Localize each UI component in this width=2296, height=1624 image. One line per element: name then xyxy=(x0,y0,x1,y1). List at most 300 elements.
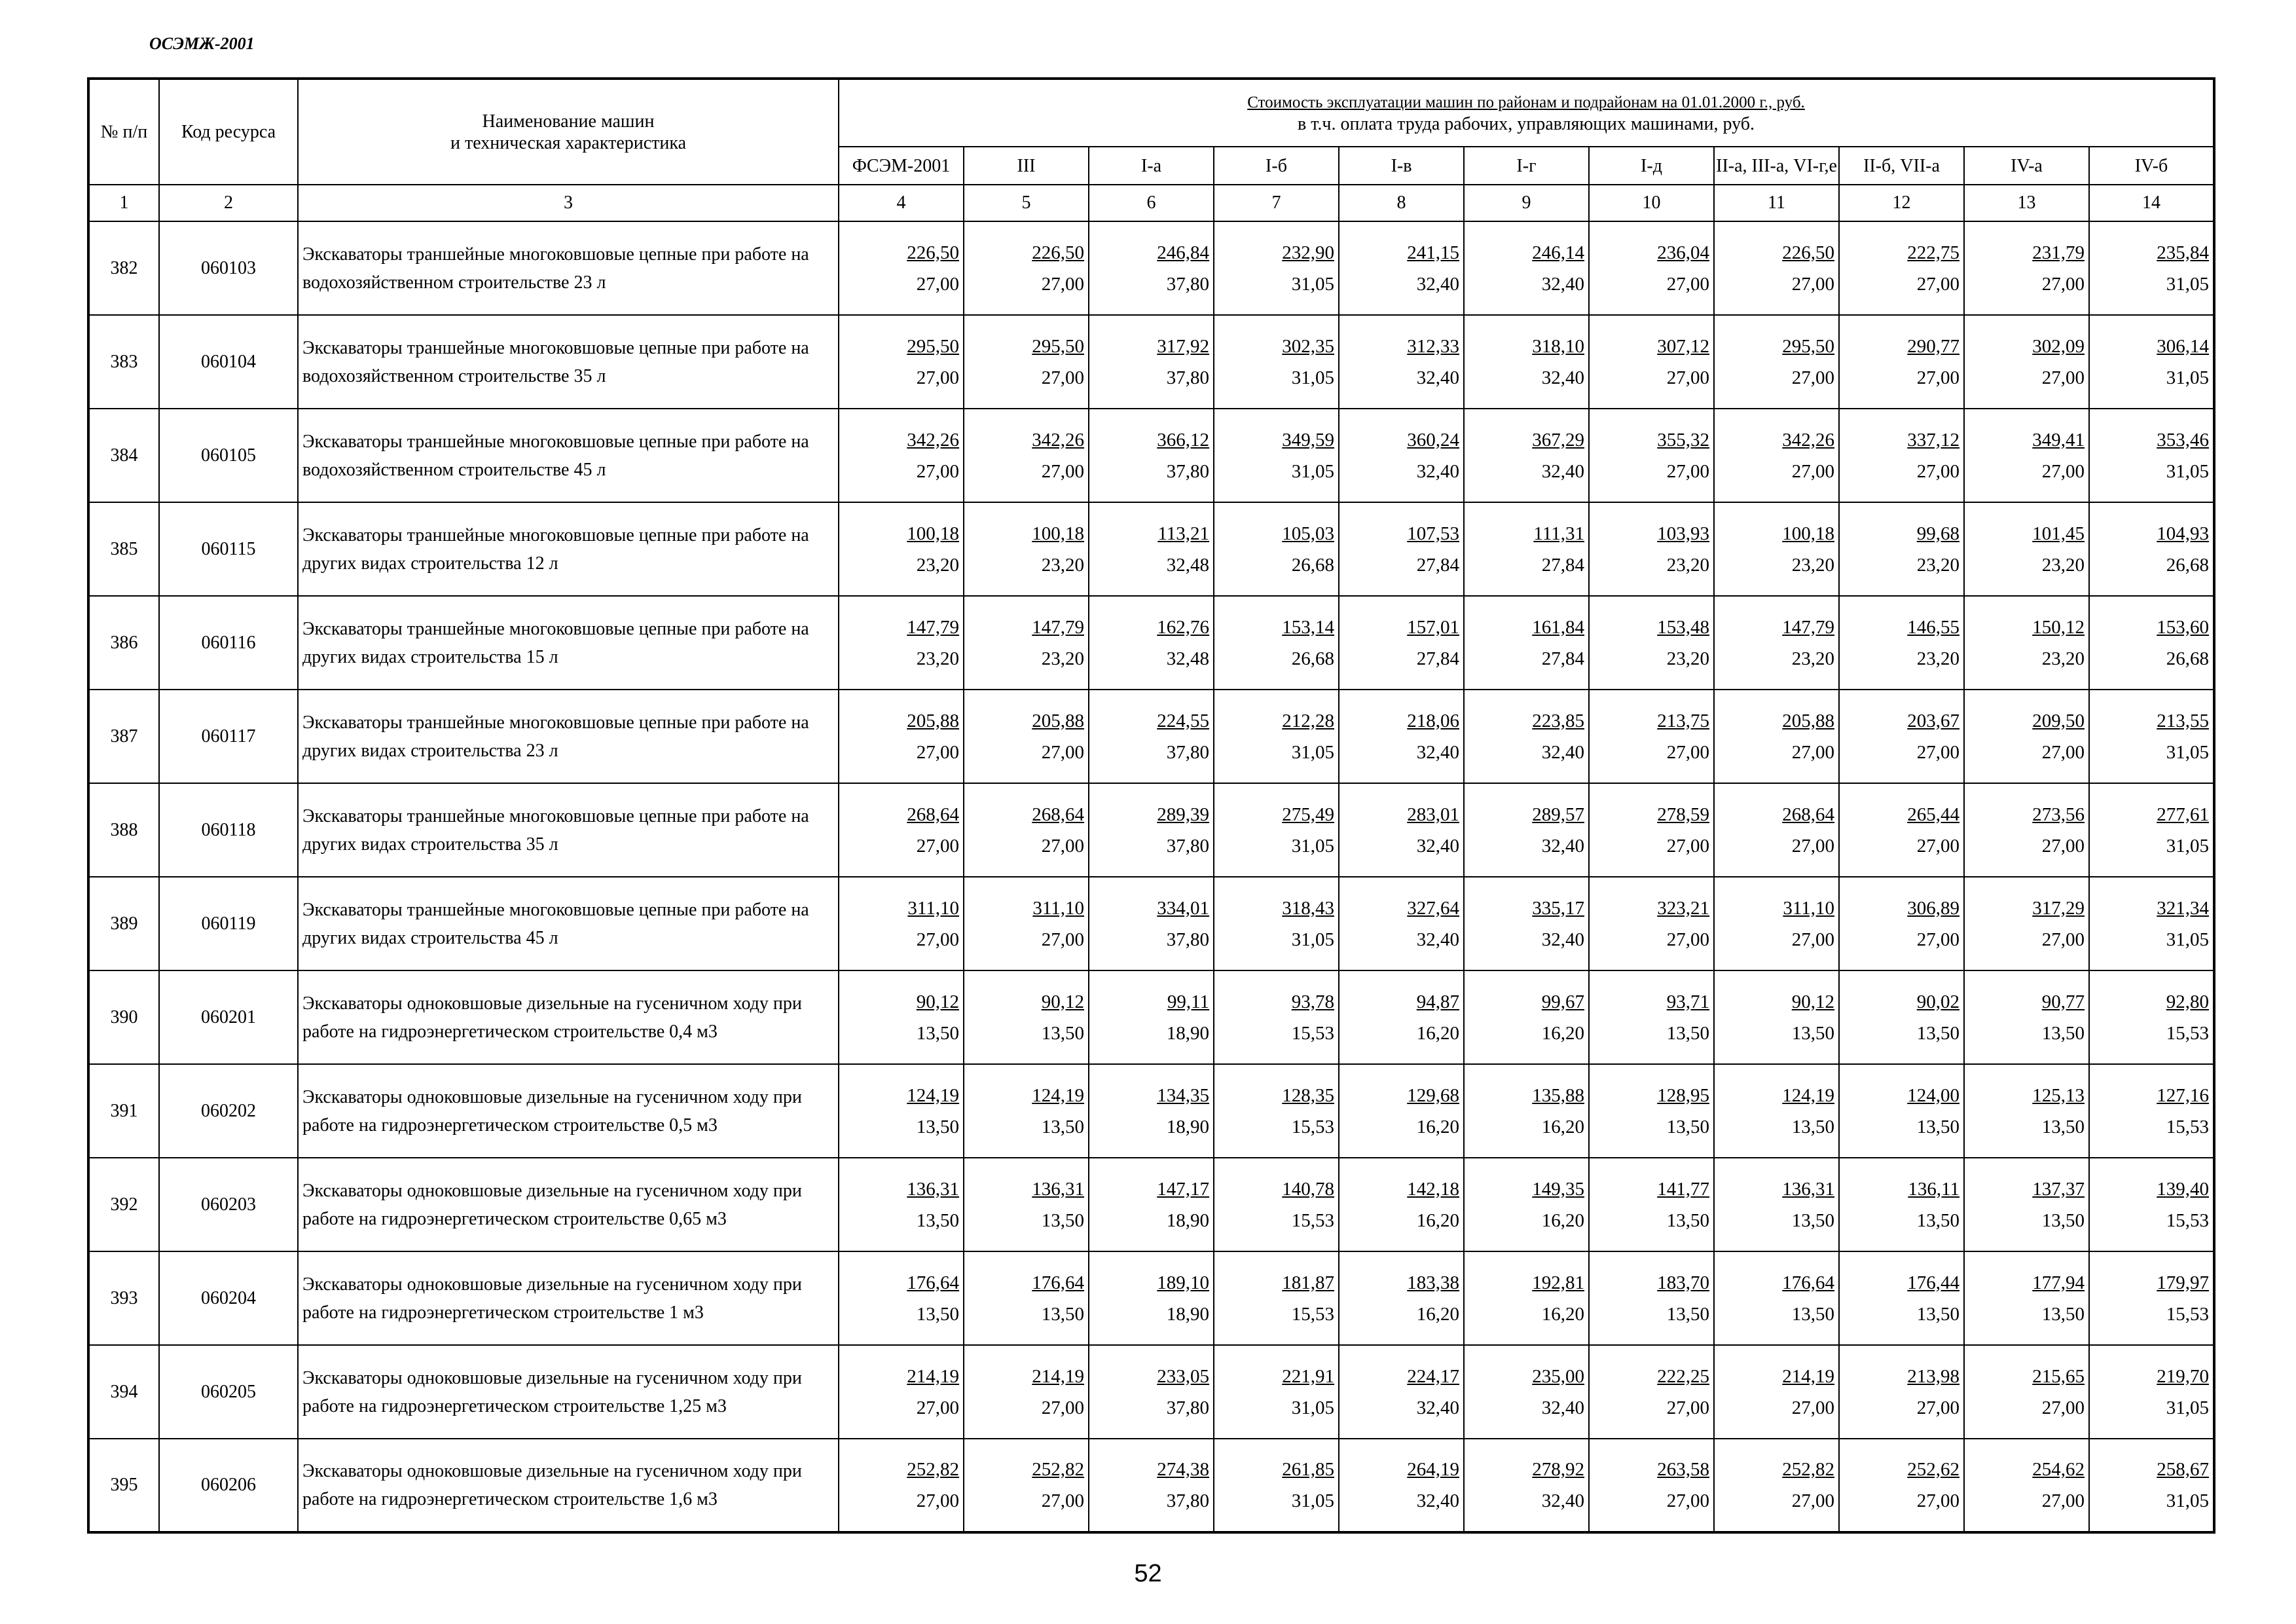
cost-cell xyxy=(1964,409,2089,502)
operator-wage: 13,50 xyxy=(2041,1303,2085,1325)
operating-cost: 295,50 xyxy=(1782,335,1834,357)
operating-cost: 224,17 xyxy=(1407,1365,1459,1387)
operator-wage: 13,50 xyxy=(1666,1022,1709,1044)
operator-wage: 31,05 xyxy=(2166,367,2209,388)
operator-wage: 27,00 xyxy=(1041,929,1084,950)
operating-cost: 90,12 xyxy=(916,991,959,1012)
operator-wage: 27,00 xyxy=(1041,460,1084,482)
cost-cell xyxy=(1839,221,1964,315)
operating-cost: 246,14 xyxy=(1532,242,1584,263)
row-number: 384 xyxy=(88,409,159,502)
operator-wage: 23,20 xyxy=(1666,648,1709,669)
operator-wage: 13,50 xyxy=(1916,1116,1959,1137)
cost-cell xyxy=(1589,783,1714,877)
operating-cost: 128,95 xyxy=(1657,1084,1709,1106)
operating-cost: 231,79 xyxy=(2032,242,2085,263)
operating-cost: 353,46 xyxy=(2157,429,2209,451)
operator-wage: 31,05 xyxy=(1291,1490,1334,1511)
cost-cell xyxy=(1964,970,2089,1064)
cost-cell xyxy=(1964,877,2089,970)
operating-cost: 235,00 xyxy=(1532,1365,1584,1387)
resource-code: 060201 xyxy=(159,970,298,1064)
cost-cell xyxy=(1714,221,1839,315)
table-row xyxy=(88,221,2214,315)
cost-cell xyxy=(839,502,964,596)
operator-wage: 18,90 xyxy=(1166,1116,1209,1137)
resource-code: 060205 xyxy=(159,1345,298,1439)
cost-cell xyxy=(1589,596,1714,690)
cost-cell xyxy=(1464,970,1589,1064)
operator-wage: 31,05 xyxy=(1291,367,1334,388)
operating-cost: 222,25 xyxy=(1657,1365,1709,1387)
operator-wage: 18,90 xyxy=(1166,1303,1209,1325)
machine-cost-table xyxy=(87,77,2215,1534)
operating-cost: 224,55 xyxy=(1157,710,1209,731)
operating-cost: 141,77 xyxy=(1657,1178,1709,1200)
operating-cost: 342,26 xyxy=(1782,429,1834,451)
cost-cell xyxy=(1589,1439,1714,1532)
operator-wage: 37,80 xyxy=(1166,835,1209,857)
operator-wage: 15,53 xyxy=(2166,1116,2209,1137)
operating-cost: 137,37 xyxy=(2032,1178,2085,1200)
operator-wage: 27,00 xyxy=(916,835,959,857)
operator-wage: 27,00 xyxy=(916,1397,959,1418)
operating-cost: 140,78 xyxy=(1282,1178,1334,1200)
operator-wage: 27,00 xyxy=(1791,929,1834,950)
operator-wage: 26,68 xyxy=(1291,648,1334,669)
cost-cell xyxy=(1089,315,1214,409)
table-row xyxy=(88,970,2214,1064)
cost-cell xyxy=(1714,1251,1839,1345)
operator-wage: 13,50 xyxy=(1041,1116,1084,1137)
cost-cell xyxy=(964,409,1089,502)
row-number: 393 xyxy=(88,1251,159,1345)
operator-wage: 31,05 xyxy=(2166,929,2209,950)
column-number: 8 xyxy=(1339,185,1464,221)
row-number: 395 xyxy=(88,1439,159,1532)
operating-cost: 302,35 xyxy=(1282,335,1334,357)
cost-cell xyxy=(1214,1251,1339,1345)
operator-wage: 13,50 xyxy=(1041,1022,1084,1044)
header-row-top xyxy=(88,79,2214,147)
operating-cost: 176,64 xyxy=(907,1272,959,1293)
machine-name: Экскаваторы одноковшовые дизельные на гусеничном ходу при работе на гидроэнергетическом строительстве 1,25 м3 xyxy=(298,1345,839,1439)
operating-cost: 100,18 xyxy=(907,523,959,544)
cost-cell xyxy=(1714,970,1839,1064)
operator-wage: 37,80 xyxy=(1166,367,1209,388)
cost-cell xyxy=(1339,877,1464,970)
operating-cost: 289,57 xyxy=(1532,803,1584,825)
operator-wage: 26,68 xyxy=(1291,554,1334,576)
operator-wage: 37,80 xyxy=(1166,273,1209,295)
operator-wage: 27,00 xyxy=(1791,273,1834,295)
cost-cell xyxy=(964,1158,1089,1251)
operator-wage: 31,05 xyxy=(2166,1397,2209,1418)
operator-wage: 27,00 xyxy=(2041,1397,2085,1418)
operating-cost: 274,38 xyxy=(1157,1459,1209,1480)
cost-cell xyxy=(1214,409,1339,502)
operator-wage: 32,40 xyxy=(1541,1490,1584,1511)
operator-wage: 31,05 xyxy=(1291,741,1334,763)
machine-name: Экскаваторы одноковшовые дизельные на гусеничном ходу при работе на гидроэнергетическом строительстве 1 м3 xyxy=(298,1251,839,1345)
machine-name: Экскаваторы траншейные многоковшовые цепные при работе на других видах строительства 45 л xyxy=(298,877,839,970)
operator-wage: 27,00 xyxy=(1916,835,1959,857)
cost-cell xyxy=(1589,409,1714,502)
operating-cost: 233,05 xyxy=(1157,1365,1209,1387)
operator-wage: 27,00 xyxy=(1916,1397,1959,1418)
operating-cost: 153,14 xyxy=(1282,616,1334,638)
operator-wage: 31,05 xyxy=(1291,273,1334,295)
operator-wage: 16,20 xyxy=(1541,1116,1584,1137)
operating-cost: 317,29 xyxy=(2032,897,2085,919)
operating-cost: 107,53 xyxy=(1407,523,1459,544)
cost-cell xyxy=(1214,690,1339,783)
operating-cost: 252,82 xyxy=(1032,1459,1084,1480)
machine-name: Экскаваторы одноковшовые дизельные на гусеничном ходу при работе на гидроэнергетическом строительстве 1,6 м3 xyxy=(298,1439,839,1532)
cost-cell xyxy=(1464,409,1589,502)
operating-cost: 232,90 xyxy=(1282,242,1334,263)
header-cost-group xyxy=(839,79,2214,147)
row-number: 383 xyxy=(88,315,159,409)
cost-cell xyxy=(2089,1345,2214,1439)
cost-cell xyxy=(2089,315,2214,409)
operating-cost: 147,79 xyxy=(1032,616,1084,638)
machine-name: Экскаваторы траншейные многоковшовые цепные при работе на водохозяйственном строительстве 35 л xyxy=(298,315,839,409)
cost-cell xyxy=(1214,783,1339,877)
machine-name: Экскаваторы траншейные многоковшовые цепные при работе на других видах строительства 23 л xyxy=(298,690,839,783)
operator-wage: 27,00 xyxy=(1666,835,1709,857)
operating-cost: 129,68 xyxy=(1407,1084,1459,1106)
cost-cell xyxy=(1589,877,1714,970)
cost-cell xyxy=(1339,502,1464,596)
operator-wage: 27,00 xyxy=(1666,460,1709,482)
cost-cell xyxy=(1464,315,1589,409)
operating-cost: 136,11 xyxy=(1908,1178,1959,1200)
cost-cell xyxy=(839,596,964,690)
operating-cost: 290,77 xyxy=(1907,335,1959,357)
operator-wage: 15,53 xyxy=(1291,1116,1334,1137)
operating-cost: 277,61 xyxy=(2157,803,2209,825)
operator-wage: 27,00 xyxy=(1791,1490,1834,1511)
operator-wage: 23,20 xyxy=(1791,554,1834,576)
operator-wage: 31,05 xyxy=(2166,741,2209,763)
resource-code: 060117 xyxy=(159,690,298,783)
column-number: 12 xyxy=(1839,185,1964,221)
cost-cell xyxy=(1214,221,1339,315)
operating-cost: 153,60 xyxy=(2157,616,2209,638)
cost-cell xyxy=(1839,1439,1964,1532)
cost-cell xyxy=(1839,596,1964,690)
operator-wage: 27,00 xyxy=(1791,1397,1834,1418)
operator-wage: 23,20 xyxy=(1666,554,1709,576)
operating-cost: 205,88 xyxy=(1032,710,1084,731)
operating-cost: 213,55 xyxy=(2157,710,2209,731)
cost-cell xyxy=(1839,783,1964,877)
operator-wage: 27,00 xyxy=(916,460,959,482)
cost-cell xyxy=(964,315,1089,409)
operating-cost: 162,76 xyxy=(1157,616,1209,638)
operating-cost: 100,18 xyxy=(1782,523,1834,544)
operator-wage: 27,00 xyxy=(1916,929,1959,950)
cost-cell xyxy=(1214,315,1339,409)
operator-wage: 27,00 xyxy=(1916,741,1959,763)
operating-cost: 153,48 xyxy=(1657,616,1709,638)
cost-cell xyxy=(1964,783,2089,877)
operator-wage: 13,50 xyxy=(916,1303,959,1325)
column-number: 3 xyxy=(298,185,839,221)
resource-code: 060103 xyxy=(159,221,298,315)
operator-wage: 31,05 xyxy=(2166,273,2209,295)
cost-cell xyxy=(1839,1158,1964,1251)
operating-cost: 161,84 xyxy=(1532,616,1584,638)
operator-wage: 16,20 xyxy=(1541,1022,1584,1044)
column-number: 1 xyxy=(88,185,159,221)
operating-cost: 209,50 xyxy=(2032,710,2085,731)
operator-wage: 15,53 xyxy=(1291,1209,1334,1231)
cost-cell xyxy=(1339,1439,1464,1532)
operator-wage: 27,00 xyxy=(2041,460,2085,482)
operating-cost: 261,85 xyxy=(1282,1459,1334,1480)
cost-cell xyxy=(1589,502,1714,596)
resource-code: 060105 xyxy=(159,409,298,502)
table-row xyxy=(88,409,2214,502)
cost-cell xyxy=(1964,690,2089,783)
operator-wage: 16,20 xyxy=(1416,1022,1459,1044)
cost-cell xyxy=(1214,1064,1339,1158)
operating-cost: 241,15 xyxy=(1407,242,1459,263)
cost-cell xyxy=(1589,970,1714,1064)
operator-wage: 32,48 xyxy=(1166,648,1209,669)
cost-cell xyxy=(1464,1345,1589,1439)
operator-wage: 13,50 xyxy=(916,1022,959,1044)
cost-cell xyxy=(1089,409,1214,502)
cost-cell xyxy=(839,1345,964,1439)
cost-cell xyxy=(1214,1345,1339,1439)
header-name-line2: и техническая характеристика xyxy=(450,132,686,153)
operating-cost: 176,64 xyxy=(1782,1272,1834,1293)
operating-cost: 124,19 xyxy=(1782,1084,1834,1106)
operating-cost: 268,64 xyxy=(1782,803,1834,825)
operating-cost: 212,28 xyxy=(1282,710,1334,731)
operating-cost: 177,94 xyxy=(2032,1272,2085,1293)
cost-cell xyxy=(1714,1439,1839,1532)
operator-wage: 13,50 xyxy=(1791,1209,1834,1231)
cost-cell xyxy=(1839,1345,1964,1439)
row-number: 382 xyxy=(88,221,159,315)
cost-cell xyxy=(964,502,1089,596)
operator-wage: 37,80 xyxy=(1166,1397,1209,1418)
operating-cost: 100,18 xyxy=(1032,523,1084,544)
row-number: 392 xyxy=(88,1158,159,1251)
resource-code: 060115 xyxy=(159,502,298,596)
row-number: 386 xyxy=(88,596,159,690)
operator-wage: 27,00 xyxy=(1666,273,1709,295)
operator-wage: 23,20 xyxy=(916,648,959,669)
operator-wage: 32,40 xyxy=(1541,367,1584,388)
cost-cell xyxy=(1464,502,1589,596)
operator-wage: 13,50 xyxy=(2041,1022,2085,1044)
operator-wage: 18,90 xyxy=(1166,1022,1209,1044)
header-cost-subtitle: в т.ч. оплата труда рабочих, управляющих машинами, руб. xyxy=(1298,113,1755,134)
operator-wage: 16,20 xyxy=(1541,1209,1584,1231)
cost-cell xyxy=(2089,1064,2214,1158)
operator-wage: 23,20 xyxy=(1041,648,1084,669)
cost-cell xyxy=(1964,221,2089,315)
cost-cell xyxy=(1589,1064,1714,1158)
operator-wage: 27,00 xyxy=(1791,741,1834,763)
cost-cell xyxy=(839,783,964,877)
operating-cost: 213,75 xyxy=(1657,710,1709,731)
operating-cost: 136,31 xyxy=(1032,1178,1084,1200)
row-number: 391 xyxy=(88,1064,159,1158)
cost-cell xyxy=(1964,1158,2089,1251)
operator-wage: 23,20 xyxy=(916,554,959,576)
cost-cell xyxy=(2089,877,2214,970)
operator-wage: 27,00 xyxy=(916,273,959,295)
operator-wage: 37,80 xyxy=(1166,460,1209,482)
operating-cost: 268,64 xyxy=(907,803,959,825)
operating-cost: 128,35 xyxy=(1282,1084,1334,1106)
operating-cost: 101,45 xyxy=(2032,523,2085,544)
column-number: 14 xyxy=(2089,185,2214,221)
cost-cell xyxy=(1714,502,1839,596)
operator-wage: 27,00 xyxy=(1666,1397,1709,1418)
cost-cell xyxy=(1714,690,1839,783)
cost-cell xyxy=(1089,1064,1214,1158)
operating-cost: 327,64 xyxy=(1407,897,1459,919)
operating-cost: 367,29 xyxy=(1532,429,1584,451)
cost-cell xyxy=(839,409,964,502)
operating-cost: 302,09 xyxy=(2032,335,2085,357)
cost-cell xyxy=(1089,221,1214,315)
operator-wage: 16,20 xyxy=(1541,1303,1584,1325)
operator-wage: 23,20 xyxy=(1791,648,1834,669)
operating-cost: 214,19 xyxy=(1782,1365,1834,1387)
cost-cell xyxy=(964,221,1089,315)
machine-name: Экскаваторы траншейные многоковшовые цепные при работе на водохозяйственном строительстве 45 л xyxy=(298,409,839,502)
table-row xyxy=(88,1345,2214,1439)
operating-cost: 135,88 xyxy=(1532,1084,1584,1106)
cost-cell xyxy=(1214,1439,1339,1532)
operating-cost: 149,35 xyxy=(1532,1178,1584,1200)
row-number: 389 xyxy=(88,877,159,970)
operating-cost: 349,41 xyxy=(2032,429,2085,451)
column-number: 6 xyxy=(1089,185,1214,221)
operator-wage: 27,00 xyxy=(1666,367,1709,388)
cost-cell xyxy=(1214,970,1339,1064)
cost-cell xyxy=(964,1345,1089,1439)
resource-code: 060104 xyxy=(159,315,298,409)
cost-cell xyxy=(1714,783,1839,877)
operator-wage: 27,84 xyxy=(1541,554,1584,576)
operator-wage: 27,84 xyxy=(1416,554,1459,576)
cost-cell xyxy=(1214,1158,1339,1251)
cost-cell xyxy=(1089,783,1214,877)
cost-cell xyxy=(1714,1345,1839,1439)
operator-wage: 27,00 xyxy=(1916,460,1959,482)
operating-cost: 192,81 xyxy=(1532,1272,1584,1293)
operating-cost: 226,50 xyxy=(907,242,959,263)
cost-cell xyxy=(1714,596,1839,690)
operating-cost: 318,43 xyxy=(1282,897,1334,919)
operating-cost: 323,21 xyxy=(1657,897,1709,919)
table-row xyxy=(88,783,2214,877)
cost-cell xyxy=(1339,1158,1464,1251)
operating-cost: 183,70 xyxy=(1657,1272,1709,1293)
operator-wage: 23,20 xyxy=(1041,554,1084,576)
operating-cost: 93,78 xyxy=(1291,991,1334,1012)
cost-cell xyxy=(1464,596,1589,690)
cost-cell xyxy=(1089,690,1214,783)
operator-wage: 27,00 xyxy=(1791,367,1834,388)
operator-wage: 15,53 xyxy=(1291,1022,1334,1044)
machine-name: Экскаваторы траншейные многоковшовые цепные при работе на других видах строительства 12 л xyxy=(298,502,839,596)
operator-wage: 27,00 xyxy=(1041,367,1084,388)
page-number: 52 xyxy=(1134,1560,1162,1587)
cost-cell xyxy=(1839,1251,1964,1345)
cost-cell xyxy=(1839,877,1964,970)
operating-cost: 222,75 xyxy=(1907,242,1959,263)
cost-cell xyxy=(2089,690,2214,783)
operator-wage: 13,50 xyxy=(1791,1022,1834,1044)
operator-wage: 15,53 xyxy=(1291,1303,1334,1325)
operating-cost: 306,89 xyxy=(1907,897,1959,919)
cost-cell xyxy=(1464,1064,1589,1158)
cost-cell xyxy=(1839,315,1964,409)
operator-wage: 13,50 xyxy=(1916,1209,1959,1231)
operator-wage: 15,53 xyxy=(2166,1303,2209,1325)
cost-cell xyxy=(1339,596,1464,690)
operating-cost: 366,12 xyxy=(1157,429,1209,451)
operating-cost: 264,19 xyxy=(1407,1459,1459,1480)
operator-wage: 13,50 xyxy=(916,1116,959,1137)
operator-wage: 26,68 xyxy=(2166,554,2209,576)
cost-cell xyxy=(2089,1158,2214,1251)
operating-cost: 252,82 xyxy=(907,1459,959,1480)
cost-cell xyxy=(2089,221,2214,315)
table-row xyxy=(88,596,2214,690)
column-number: 4 xyxy=(839,185,964,221)
operator-wage: 32,40 xyxy=(1416,835,1459,857)
operating-cost: 157,01 xyxy=(1407,616,1459,638)
operating-cost: 214,19 xyxy=(907,1365,959,1387)
operator-wage: 27,00 xyxy=(2041,367,2085,388)
header-region: III xyxy=(964,147,1089,185)
cost-cell xyxy=(839,1251,964,1345)
cost-cell xyxy=(1089,970,1214,1064)
table-row xyxy=(88,1439,2214,1532)
cost-cell xyxy=(839,315,964,409)
cost-cell xyxy=(2089,1251,2214,1345)
operator-wage: 32,48 xyxy=(1166,554,1209,576)
document-code: ОСЭМЖ-2001 xyxy=(149,34,255,53)
cost-cell xyxy=(839,1064,964,1158)
operating-cost: 90,12 xyxy=(1791,991,1834,1012)
operator-wage: 37,80 xyxy=(1166,1490,1209,1511)
operator-wage: 32,40 xyxy=(1541,741,1584,763)
resource-code: 060202 xyxy=(159,1064,298,1158)
operator-wage: 27,00 xyxy=(916,367,959,388)
operating-cost: 127,16 xyxy=(2157,1084,2209,1106)
cost-cell xyxy=(2089,596,2214,690)
operator-wage: 27,84 xyxy=(1541,648,1584,669)
operator-wage: 13,50 xyxy=(916,1209,959,1231)
operator-wage: 13,50 xyxy=(1666,1209,1709,1231)
table-row xyxy=(88,1064,2214,1158)
operating-cost: 317,92 xyxy=(1157,335,1209,357)
header-region: I-в xyxy=(1339,147,1464,185)
cost-cell xyxy=(964,970,1089,1064)
